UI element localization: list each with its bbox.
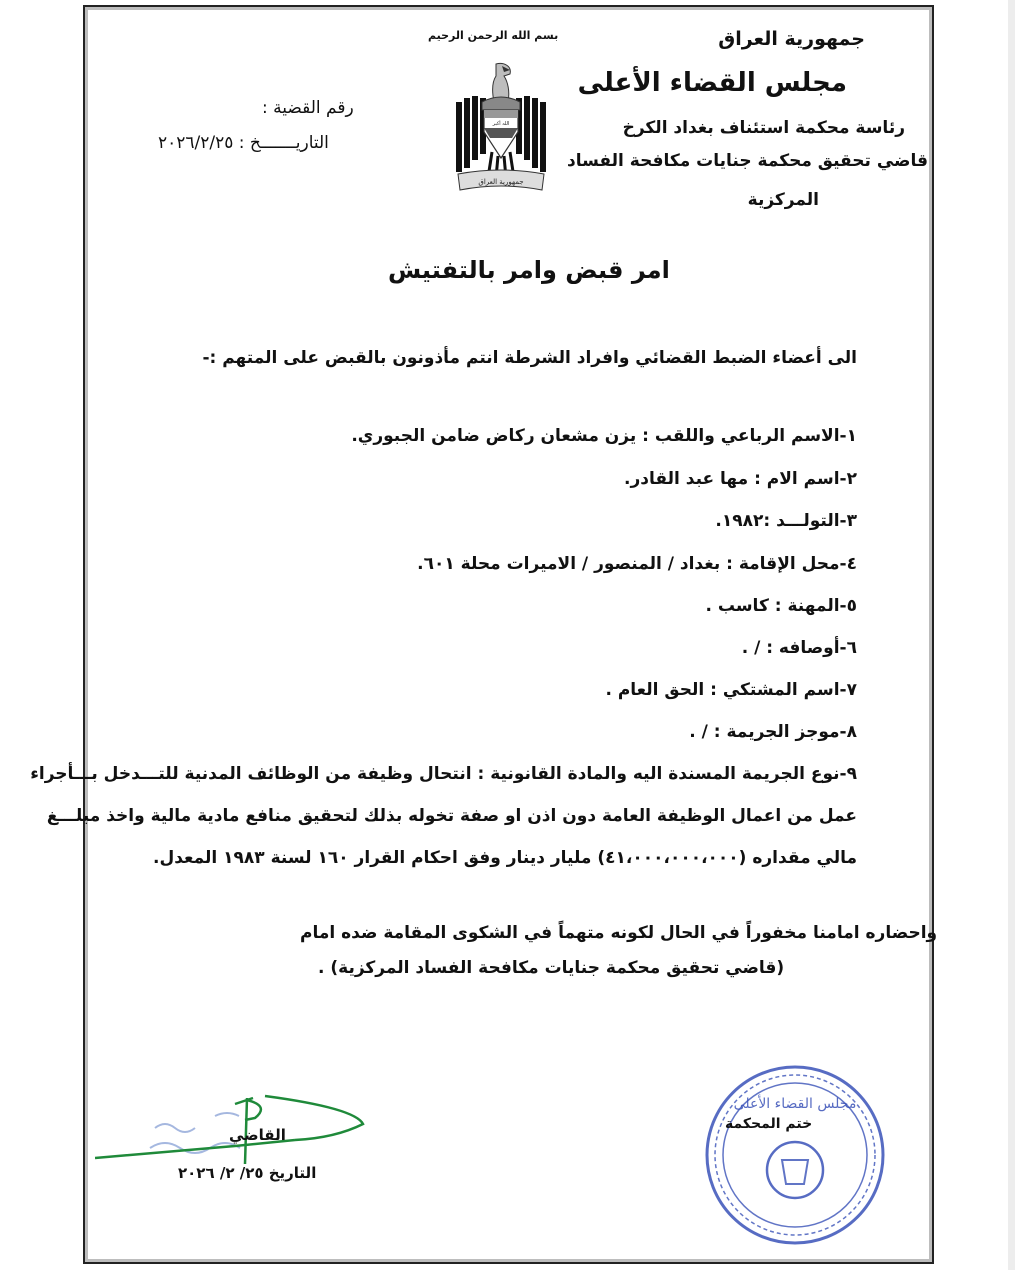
header-central: المركزية xyxy=(747,190,819,210)
item-profession: ٥-المهنة : كاسب . xyxy=(705,596,857,616)
seal-text: مجلس القضاء الأعلى xyxy=(733,1096,857,1112)
page-edge-strip xyxy=(1008,0,1015,1270)
judge-label: القاضي xyxy=(229,1126,286,1144)
basmala: بسم الله الرحمن الرحيم xyxy=(428,29,559,42)
item-full-name: ١-الاسم الرباعي واللقب : يزن مشعان ركاض ضامن الجبوري. xyxy=(351,426,857,446)
item-residence: ٤-محل الإقامة : بغداد / المنصور / الاميرات محلة ٦٠١. xyxy=(417,554,857,574)
item-complainant: ٧-اسم المشتكي : الحق العام . xyxy=(605,680,857,700)
header-country: جمهورية العراق xyxy=(718,28,865,50)
closing-line2: (قاضي تحقيق محكمة جنايات مكافحة الفساد المركزية) . xyxy=(318,958,785,978)
item-birth-year: ٣-التولـــد :١٩٨٢. xyxy=(715,511,857,531)
document-title: امر قبض وامر بالتفتيش xyxy=(388,256,670,284)
item-crime-type-line1: ٩-نوع الجريمة المسندة اليه والمادة القانونية : انتحال وظيفة من الوظائف المدنية للتـــدخل بـــأجراء xyxy=(30,764,857,784)
emblem-shield-text: الله أكبر xyxy=(492,121,510,127)
iraq-eagle-emblem-icon xyxy=(452,62,550,198)
intro-paragraph: الى أعضاء الضبط القضائي وافراد الشرطة انتم مأذونون بالقبض على المتهم :- xyxy=(202,348,857,368)
item-crime-summary: ٨-موجز الجريمة : / . xyxy=(689,722,857,742)
item-description: ٦-أوصافه : / . xyxy=(741,638,857,658)
item-crime-type-line3: مالي مقداره (٤١،٠٠٠،٠٠٠،٠٠٠) مليار دينار وفق احكام القرار ١٦٠ لسنة ١٩٨٣ المعدل. xyxy=(153,848,857,868)
footer-date: التاريخ ٢٥/ ٢/ ٢٠٢٦ xyxy=(178,1164,317,1182)
header-investigating-judge: قاضي تحقيق محكمة جنايات مكافحة الفساد xyxy=(566,151,928,171)
item-mother-name: ٢-اسم الام : مها عبد القادر. xyxy=(624,469,857,489)
court-stamp-label: ختم المحكمة xyxy=(725,1116,813,1132)
case-number-label: رقم القضية : xyxy=(262,98,354,118)
court-seal-icon xyxy=(700,1060,890,1250)
header-council: مجلس القضاء الأعلى xyxy=(577,68,847,98)
emblem-scroll-text: جمهورية العراق xyxy=(478,178,524,186)
closing-line1: واحضاره امامنا مخفوراً في الحال لكونه متهماً في الشكوى المقامة ضده امام xyxy=(300,923,938,943)
item-crime-type-line2: عمل من اعمال الوظيفة العامة دون اذن او صفة تخوله بذلك لتحقيق منافع مادية مالية واخذ مبلـــغ xyxy=(46,806,857,826)
header-court-presidency: رئاسة محكمة استئناف بغداد الكرخ xyxy=(622,118,905,138)
header-date: التاريـــــــخ : ٢٠٢٦/٢/٢٥ xyxy=(158,133,329,153)
